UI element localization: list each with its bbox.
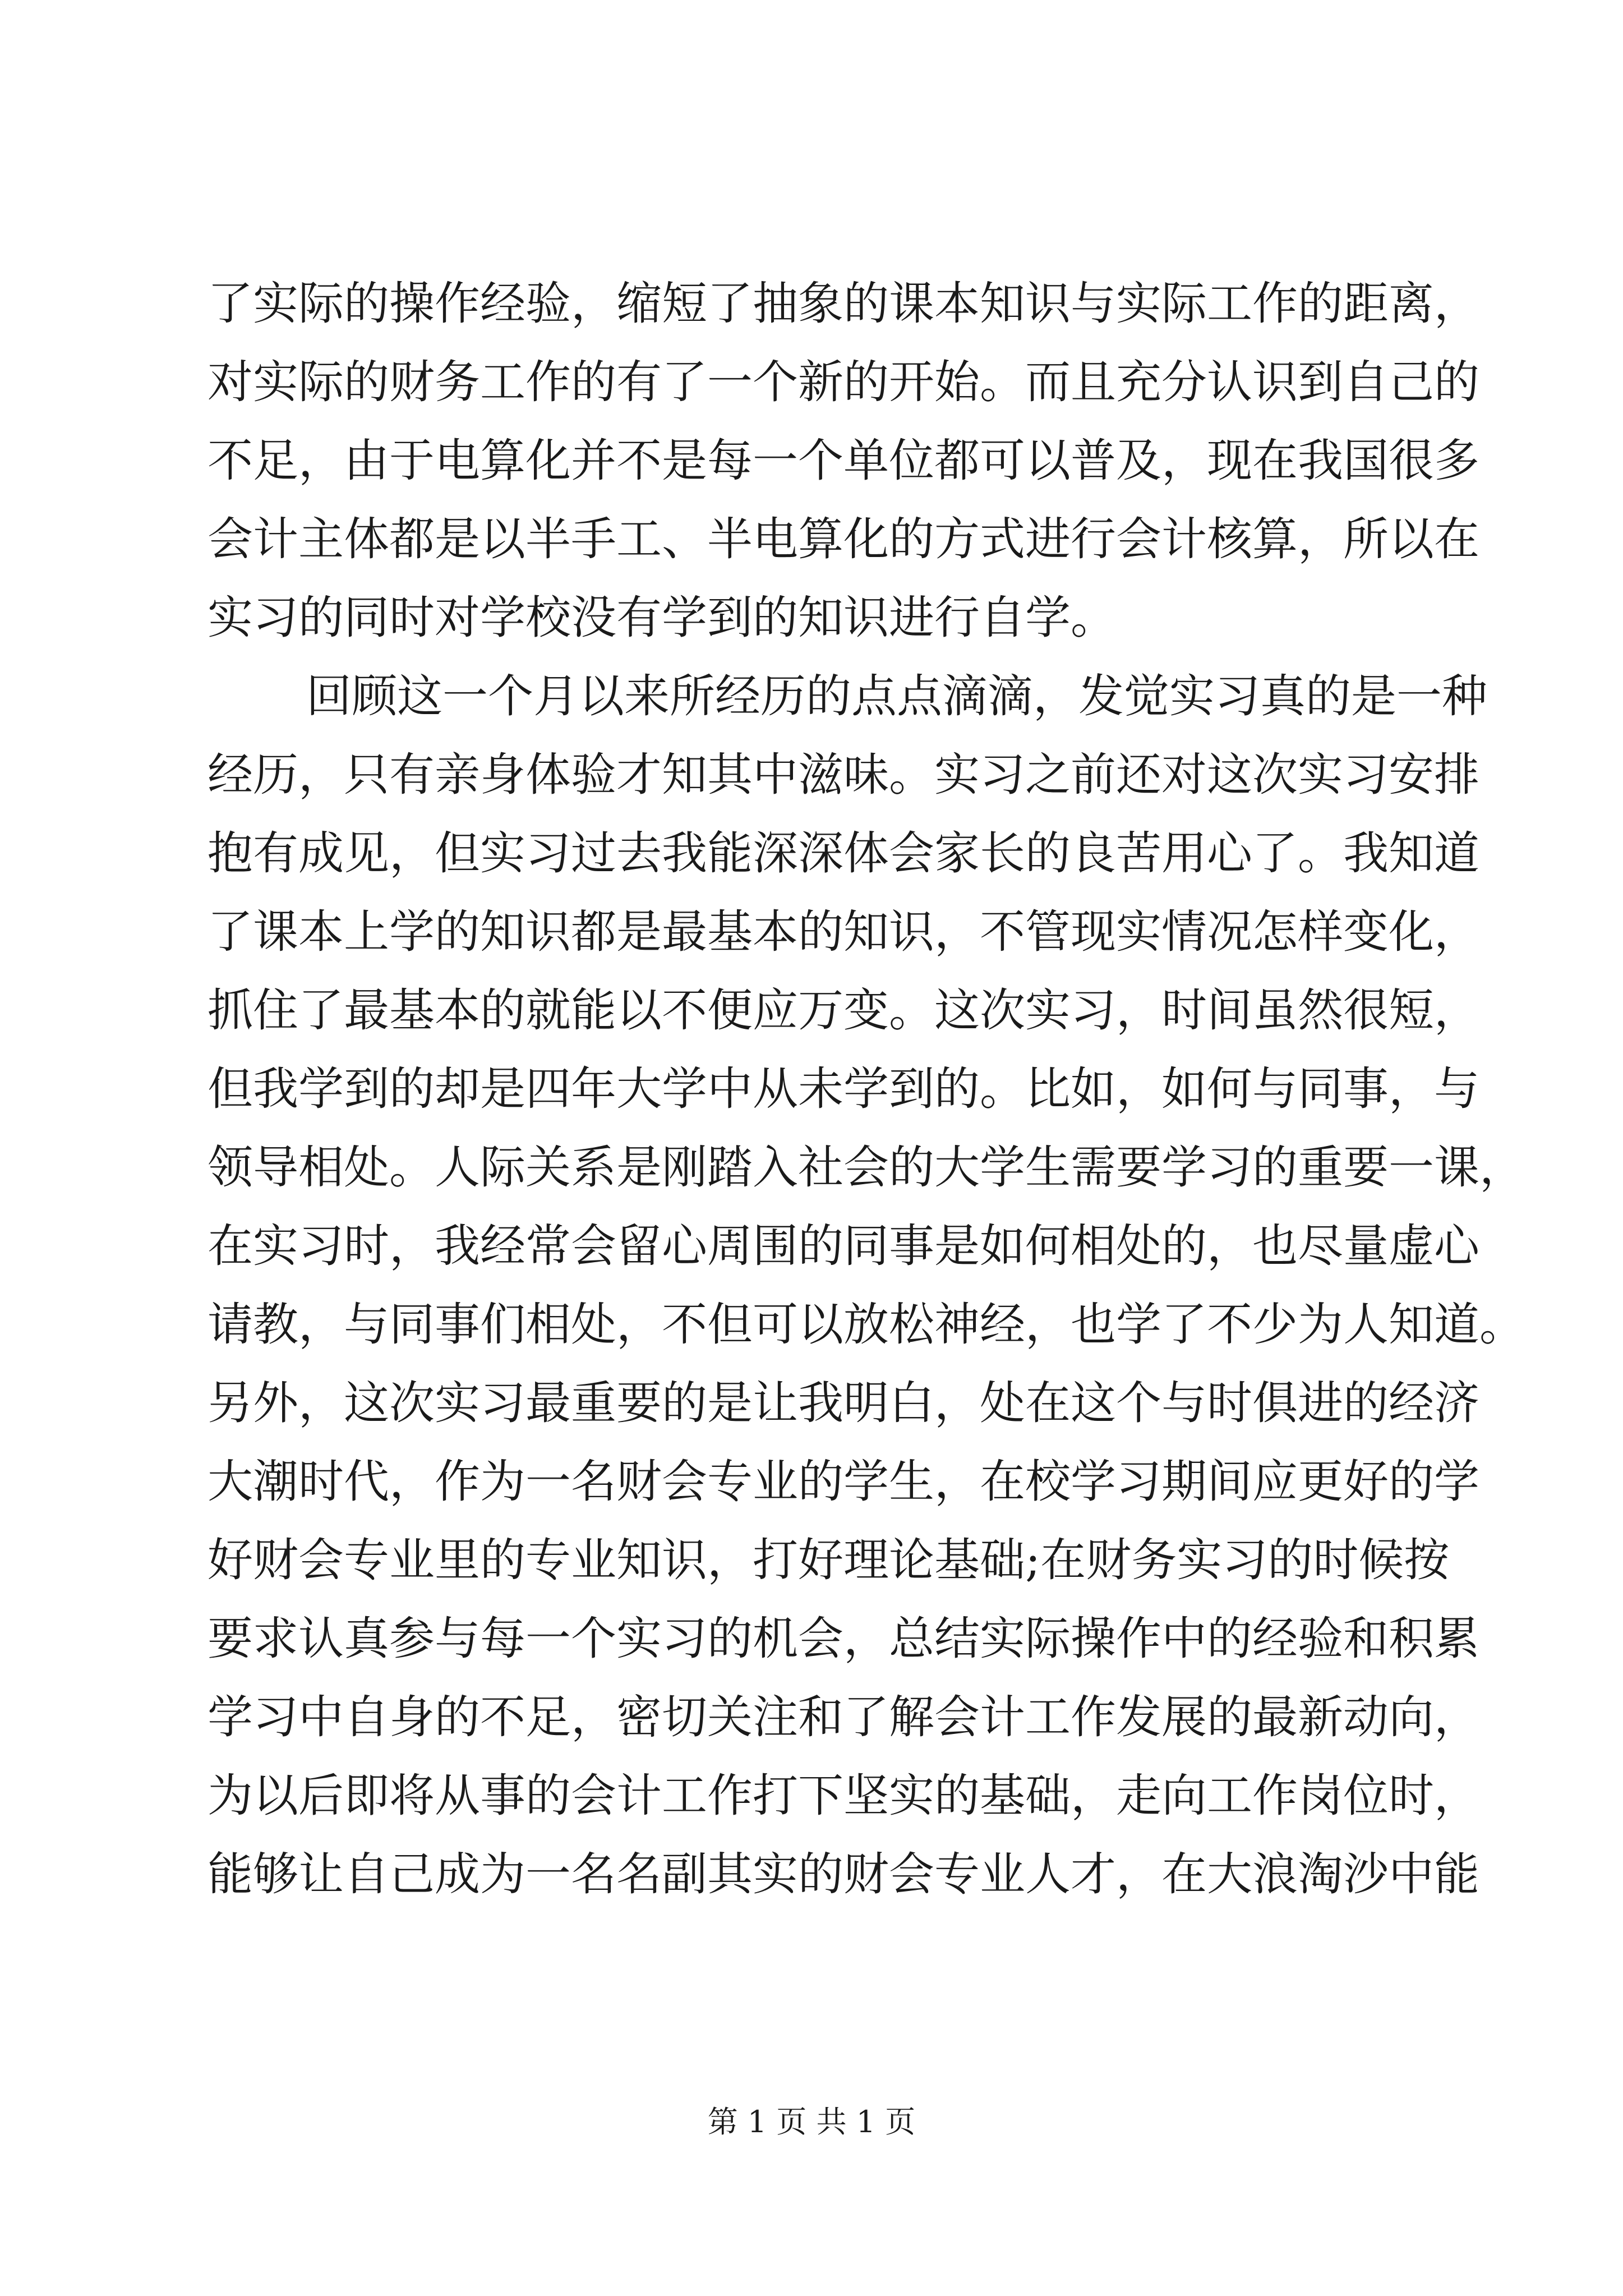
text-line: 另外，这次实习最重要的是让我明白，处在这个与时俱进的经济 [208,1377,1480,1430]
text-line: 在实习时，我经常会留心周围的同事是如何相处的，也尽量虚心 [208,1220,1480,1273]
text-line: 能够让自己成为一名名副其实的财会专业人才，在大浪淘沙中能 [208,1848,1480,1901]
paragraph-2 [208,657,1525,1914]
text-line: 对实际的财务工作的有了一个新的开始。而且充分认识到自己的 [208,356,1480,409]
text-line: 抱有成见，但实习过去我能深深体会家长的良苦用心了。我知道 [208,827,1480,880]
text-line: 大潮时代，作为一名财会专业的学生，在校学习期间应更好的学 [208,1456,1480,1508]
text-line: 不足，由于电算化并不是每一个单位都可以普及，现在我国很多 [208,435,1480,487]
text-line: 会计主体都是以半手工、半电算化的方式进行会计核算，所以在 [208,513,1480,566]
text-line: 好财会专业里的专业知识，打好理论基础;在财务实习的时候按 [208,1534,1450,1587]
text-line: 实习的同时对学校没有学到的知识进行自学。 [208,592,1117,645]
text-line: 了实际的操作经验，缩短了抽象的课本知识与实际工作的距离， [208,278,1480,330]
document-body [208,265,1525,1914]
text-line: 抓住了最基本的就能以不便应万变。这次实习，时间虽然很短， [208,984,1480,1037]
page-number-footer: 第 1 页 共 1 页 [707,2104,916,2139]
text-line: 回顾这一个月以来所经历的点点滴滴，发觉实习真的是一种 [306,670,1488,723]
text-line: 要求认真参与每一个实习的机会，总结实际操作中的经验和积累 [208,1613,1480,1665]
paragraph-1 [208,265,1480,657]
text-line: 经历，只有亲身体验才知其中滋味。实习之前还对这次实习安排 [208,749,1480,802]
text-line: 但我学到的却是四年大学中从未学到的。比如，如何与同事，与 [208,1063,1480,1116]
text-line: 为以后即将从事的会计工作打下坚实的基础，走向工作岗位时， [208,1770,1480,1823]
text-line: 请教，与同事们相处，不但可以放松神经，也学了不少为人知道。 [208,1299,1525,1351]
text-line: 领导相处。人际关系是刚踏入社会的大学生需要学习的重要一课， [208,1142,1525,1194]
text-line: 了课本上学的知识都是最基本的知识，不管现实情况怎样变化， [208,906,1480,959]
text-line: 学习中自身的不足，密切关注和了解会计工作发展的最新动向， [208,1691,1480,1744]
